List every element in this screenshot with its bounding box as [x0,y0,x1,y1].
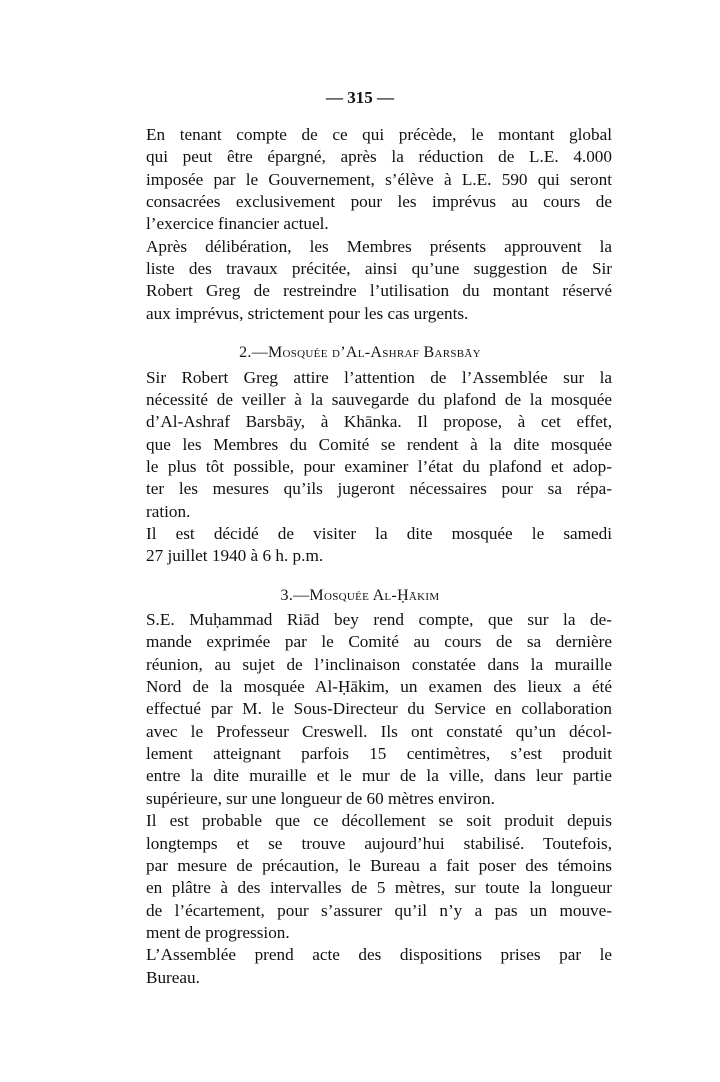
text-line: En tenant compte de ce qui précède, le montant global [146,125,612,144]
text-line: lement atteignant parfois 15 centimètres, s’est produit [146,744,612,764]
text-line: Il est décidé de visiter la dite mosquée le samedi [146,523,612,543]
section-heading: 3.—Mosquée Al-Ḥākim [280,586,440,604]
text-line: imposée par le Gouvernement, s’élève à L.E. 590 qui seront [146,169,612,189]
text-line: mande exprimée par le Comité au cours de sa dernière [146,632,612,652]
text-line: Sir Robert Greg attire l’attention de l’Assemblée sur la [146,367,612,387]
text-line: effectué par M. le Sous-Directeur du Service en collaboration [146,699,612,719]
text-line: de l’écartement, pour s’assurer qu’il n’y a pas un mouve- [146,900,612,920]
text-line: Il est probable que ce décollement se soit produit depuis [146,811,612,831]
section-heading: 2.—Mosquée d’Al-Ashraf Barsbāy [239,344,481,362]
text-line: en plâtre à des intervalles de 5 mètres, sur toute la longueur [146,878,612,898]
text-line: par mesure de précaution, le Bureau a fait poser des témoins [146,855,612,875]
text-line: qui peut être épargné, après la réduction de L.E. 4.000 [146,147,612,167]
text-line: avec le Professeur Creswell. Ils ont constaté qu’un décol- [146,721,612,741]
text-line: aux imprévus, strictement pour les cas urgents. [146,303,469,323]
text-line: S.E. Muḥammad Riād bey rend compte, que sur la de- [146,610,612,629]
text-line: le plus tôt possible, pour examiner l’état du plafond et adop- [146,456,612,476]
text-line: supérieure, sur une longueur de 60 mètres environ. [146,788,495,808]
text-line: Nord de la mosquée Al-Ḥākim, un examen des lieux a été [146,677,612,697]
text-line: longtemps et se trouve aujourd’hui stabilisé. Toutefois, [146,833,612,853]
text-line: Après délibération, les Membres présents approuvent la [146,236,612,256]
text-line: ter les mesures qu’ils jugeront nécessaires pour sa répa- [146,479,612,499]
text-line: l’exercice financier actuel. [146,214,329,234]
text-line: ration. [146,501,191,521]
text-line: nécessité de veiller à la sauvegarde du plafond de la mosquée [146,389,612,409]
text-line: Bureau. [146,967,200,987]
text-line: Robert Greg de restreindre l’utilisation du montant réservé [146,281,612,301]
text-line: réunion, au sujet de l’inclinaison constatée dans la muraille [146,654,612,674]
text-line: liste des travaux précitée, ainsi qu’une suggestion de Sir [146,259,612,279]
text-line: 27 juillet 1940 à 6 h. p.m. [146,546,324,566]
text-line: consacrées exclusivement pour les imprévus au cours de [146,192,612,212]
text-line: que les Membres du Comité se rendent à la dite mosquée [146,434,612,454]
page-number: — 315 — [326,88,394,107]
text-line: entre la dite muraille et le mur de la ville, dans leur partie [146,766,612,786]
text-line: d’Al-Ashraf Barsbāy, à Khānka. Il propose, à cet effet, [146,412,612,432]
text-line: L’Assemblée prend acte des dispositions prises par le [146,945,612,965]
text-line: ment de progression. [146,922,290,942]
